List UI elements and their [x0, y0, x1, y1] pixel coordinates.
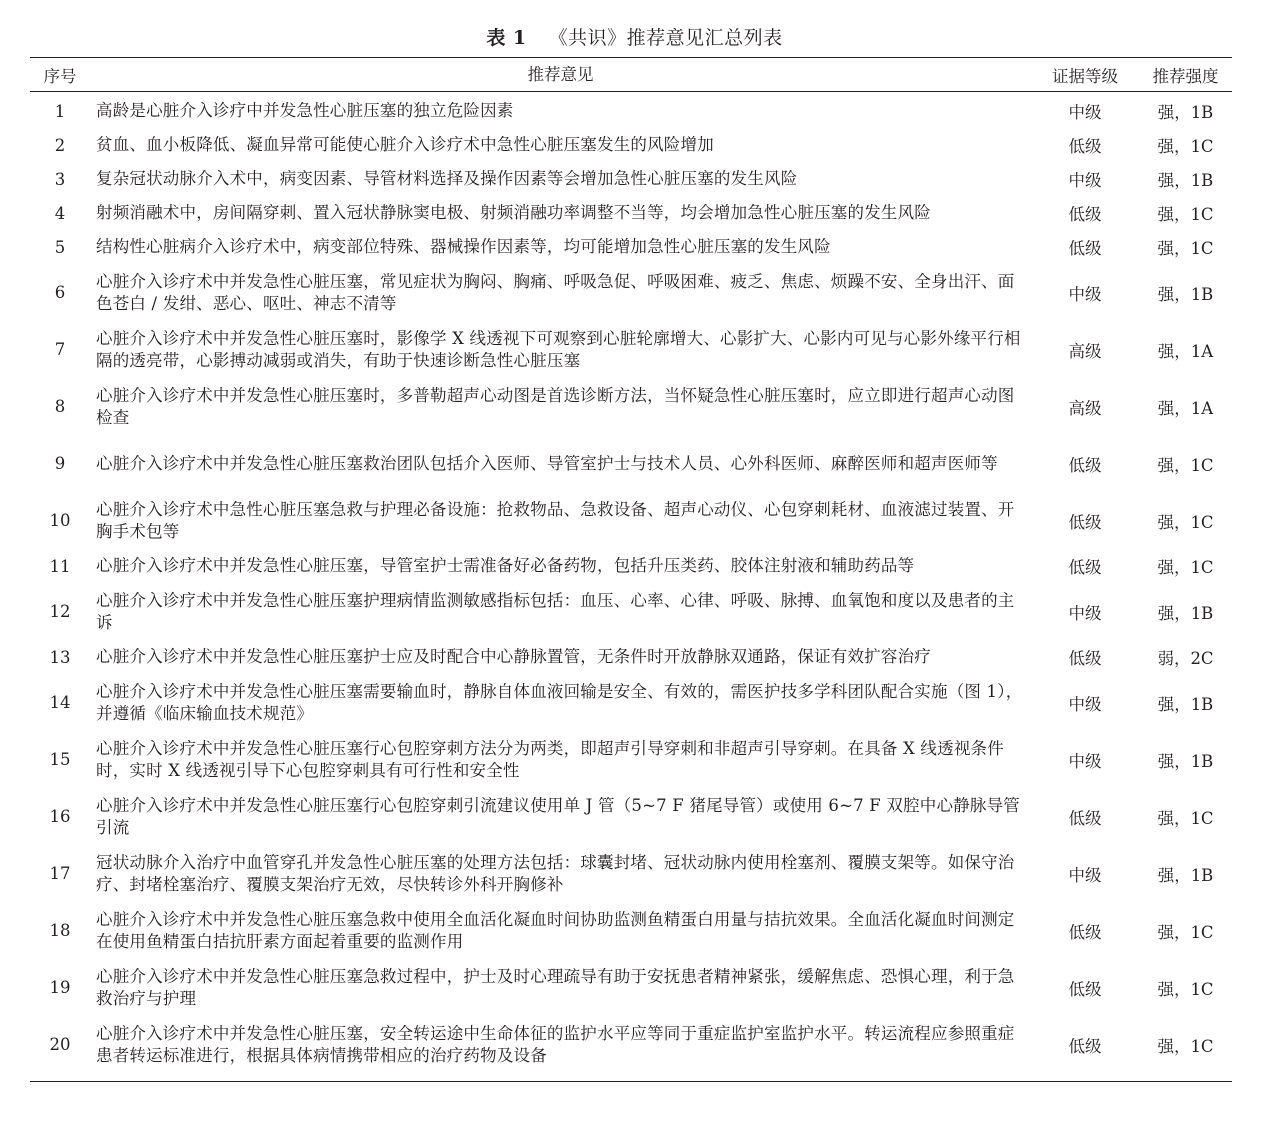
row-evidence: 低级 — [1068, 558, 1102, 577]
row-evidence: 高级 — [1068, 398, 1102, 418]
table-row — [30, 94, 1232, 128]
row-text: 心脏介入诊疗术中并发急性心脏压塞急救中使用全血活化凝血时间协助监测鱼精蛋白用量与拮抗效果。全血活化凝血时间测定在使用鱼精蛋白拮抗肝素方面起着重要的监测作用 — [96, 909, 1015, 951]
table-row — [30, 674, 1232, 731]
row-strength: 强，1C — [1157, 512, 1214, 532]
row-no: 4 — [54, 203, 66, 223]
row-evidence: 中级 — [1068, 694, 1102, 714]
row-no: 20 — [49, 1035, 71, 1054]
table-row — [30, 583, 1232, 640]
row-strength: 强，1C — [1157, 205, 1214, 224]
row-no: 18 — [49, 921, 71, 940]
recommendations-table — [30, 57, 1232, 1082]
row-text: 冠状动脉介入治疗中血管穿孔并发急性心脏压塞的处理方法包括：球囊封堵、冠状动脉内使用栓塞剂、覆膜支架等。如保守治疗、封堵栓塞治疗、覆膜支架治疗无效，尽快转诊外科开胸修补 — [96, 852, 1015, 894]
row-evidence: 低级 — [1068, 922, 1102, 942]
table-row — [30, 549, 1232, 583]
row-no: 13 — [49, 647, 71, 667]
table-row — [30, 230, 1232, 264]
row-strength: 强，1A — [1157, 341, 1214, 361]
header-no: 序号 — [43, 66, 77, 86]
header-recommendation: 推荐意见 — [527, 64, 594, 84]
table-header-row — [30, 58, 1232, 92]
row-text: 心脏介入诊疗术中并发急性心脏压塞救治团队包括介入医师、导管室护士与技术人员、心外科医师、麻醉医师和超声医师等 — [96, 453, 998, 473]
row-evidence: 中级 — [1068, 865, 1102, 885]
table-caption — [0, 24, 1269, 52]
row-strength: 强，1C — [1157, 808, 1214, 828]
row-text: 心脏介入诊疗术中并发急性心脏压塞，导管室护士需准备好必备药物，包括升压类药、胶体注射液和辅助药品等 — [96, 556, 915, 575]
row-no: 15 — [49, 750, 71, 769]
row-evidence: 低级 — [1068, 979, 1102, 999]
table-caption-label: 表 1 — [486, 27, 527, 49]
table-row — [30, 788, 1232, 845]
row-no: 7 — [54, 340, 66, 359]
table-row — [30, 264, 1232, 321]
table-row — [30, 162, 1232, 196]
row-strength: 强，1B — [1157, 751, 1214, 771]
row-evidence: 中级 — [1068, 751, 1102, 771]
row-strength: 强，1C — [1157, 455, 1214, 475]
row-strength: 强，1A — [1157, 398, 1214, 418]
row-no: 19 — [49, 978, 71, 997]
row-no: 14 — [49, 693, 71, 712]
row-text: 射频消融术中，房间隔穿刺、置入冠状静脉窦电极、射频消融功率调整不当等，均会增加急性心脏压塞的发生风险 — [96, 203, 931, 222]
row-text: 心脏介入诊疗术中并发急性心脏压塞行心包腔穿刺引流建议使用单 J 管（5~7 F 猪尾导管）或使用 6~7 F 双腔中心静脉导管引流 — [96, 795, 1020, 837]
row-no: 1 — [54, 101, 66, 121]
table-row — [30, 492, 1232, 549]
row-text: 心脏介入诊疗术中并发急性心脏压塞时，多普勒超声心动图是首选诊断方法，当怀疑急性心脏压塞时，应立即进行超声心动图检查 — [96, 385, 1015, 427]
row-text: 心脏介入诊疗术中并发急性心脏压塞，常见症状为胸闷、胸痛、呼吸急促、呼吸困难、疲乏、焦虑、烦躁不安、全身出汗、面色苍白 / 发绀、恶心、呕吐、神志不清等 — [96, 271, 1015, 313]
row-strength: 强，1B — [1157, 603, 1214, 623]
row-text: 心脏介入诊疗术中并发急性心脏压塞护理病情监测敏感指标包括：血压、心率、心律、呼吸、脉搏、血氧饱和度以及患者的主诉 — [96, 590, 1015, 632]
row-evidence: 低级 — [1068, 808, 1102, 828]
row-strength: 强，1C — [1157, 922, 1214, 942]
table-row — [30, 321, 1232, 378]
table-row — [30, 1016, 1232, 1073]
table-caption-title: 《共识》推荐意见汇总列表 — [548, 27, 783, 49]
row-no: 5 — [54, 237, 66, 257]
row-strength: 强，1B — [1157, 171, 1214, 190]
row-strength: 强，1C — [1157, 1036, 1214, 1056]
row-strength: 强，1B — [1157, 694, 1214, 714]
table-body — [30, 92, 1232, 1081]
row-no: 16 — [49, 807, 71, 826]
row-text: 贫血、血小板降低、凝血异常可能使心脏介入诊疗术中急性心脏压塞发生的风险增加 — [96, 135, 714, 154]
row-text: 复杂冠状动脉介入术中，病变因素、导管材料选择及操作因素等会增加急性心脏压塞的发生风险 — [96, 169, 798, 188]
row-text: 心脏介入诊疗术中并发急性心脏压塞需要输血时，静脉自体血液回输是安全、有效的，需医护技多学科团队配合实施（图 1），并遵循《临床输血技术规范》 — [96, 681, 1023, 723]
table-row — [30, 128, 1232, 162]
row-no: 8 — [54, 397, 66, 416]
row-no: 11 — [49, 556, 71, 576]
row-evidence: 低级 — [1068, 239, 1102, 258]
row-evidence: 中级 — [1068, 603, 1102, 623]
row-evidence: 低级 — [1068, 455, 1102, 475]
row-text: 心脏介入诊疗术中并发急性心脏压塞，安全转运途中生命体征的监护水平应等同于重症监护室监护水平。转运流程应参照重症患者转运标准进行，根据具体病情携带相应的治疗药物及设备 — [96, 1023, 1015, 1065]
row-no: 12 — [49, 602, 71, 621]
row-evidence: 低级 — [1068, 649, 1102, 668]
row-evidence: 中级 — [1068, 103, 1102, 122]
table-row — [30, 640, 1232, 674]
row-text: 心脏介入诊疗术中急性心脏压塞急救与护理必备设施：抢救物品、急救设备、超声心动仪、心包穿刺耗材、血液滤过装置、开胸手术包等 — [96, 499, 1015, 541]
row-evidence: 低级 — [1068, 205, 1102, 224]
row-no: 3 — [54, 169, 66, 189]
row-evidence: 低级 — [1068, 512, 1102, 532]
row-no: 2 — [54, 135, 66, 155]
table-row — [30, 959, 1232, 1016]
row-strength: 强，1C — [1157, 558, 1214, 577]
table-row — [30, 902, 1232, 959]
row-strength: 强，1B — [1157, 284, 1214, 304]
table-row — [30, 196, 1232, 230]
row-evidence: 高级 — [1068, 341, 1102, 361]
table-row — [30, 378, 1232, 435]
row-no: 17 — [49, 864, 71, 883]
row-strength: 强，1B — [1157, 865, 1214, 885]
row-strength: 强，1C — [1157, 979, 1214, 999]
row-evidence: 中级 — [1068, 284, 1102, 304]
row-text: 心脏介入诊疗术中并发急性心脏压塞时，影像学 X 线透视下可观察到心脏轮廓增大、心影扩大、心影内可见与心影外缘平行相隔的透亮带，心影搏动减弱或消失，有助于快速诊断急性心脏压塞 — [96, 328, 1021, 370]
row-strength: 弱，2C — [1157, 649, 1214, 668]
table-row — [30, 435, 1232, 492]
row-no: 9 — [54, 454, 66, 473]
header-strength: 推荐强度 — [1152, 66, 1219, 86]
row-no: 10 — [49, 511, 71, 530]
row-text: 心脏介入诊疗术中并发急性心脏压塞急救过程中，护士及时心理疏导有助于安抚患者精神紧张，缓解焦虑、恐惧心理，利于急救治疗与护理 — [96, 966, 1015, 1008]
row-strength: 强，1C — [1157, 239, 1214, 258]
row-strength: 强，1C — [1157, 137, 1214, 156]
row-strength: 强，1B — [1157, 103, 1214, 122]
row-no: 6 — [54, 283, 66, 302]
row-text: 心脏介入诊疗术中并发急性心脏压塞行心包腔穿刺方法分为两类，即超声引导穿刺和非超声引导穿刺。在具备 X 线透视条件时，实时 X 线透视引导下心包腔穿刺具有可行性和安全性 — [96, 738, 1004, 780]
row-evidence: 低级 — [1068, 137, 1102, 156]
row-text: 结构性心脏病介入诊疗术中，病变部位特殊、器械操作因素等，均可能增加急性心脏压塞的发生风险 — [96, 237, 831, 256]
header-evidence: 证据等级 — [1052, 66, 1118, 86]
row-evidence: 中级 — [1068, 171, 1102, 190]
row-evidence: 低级 — [1068, 1036, 1102, 1056]
row-text: 心脏介入诊疗术中并发急性心脏压塞护士应及时配合中心静脉置管，无条件时开放静脉双通路，保证有效扩容治疗 — [96, 647, 931, 666]
table-row — [30, 845, 1232, 902]
table-row — [30, 731, 1232, 788]
row-text: 高龄是心脏介入诊疗中并发急性心脏压塞的独立危险因素 — [96, 101, 514, 120]
